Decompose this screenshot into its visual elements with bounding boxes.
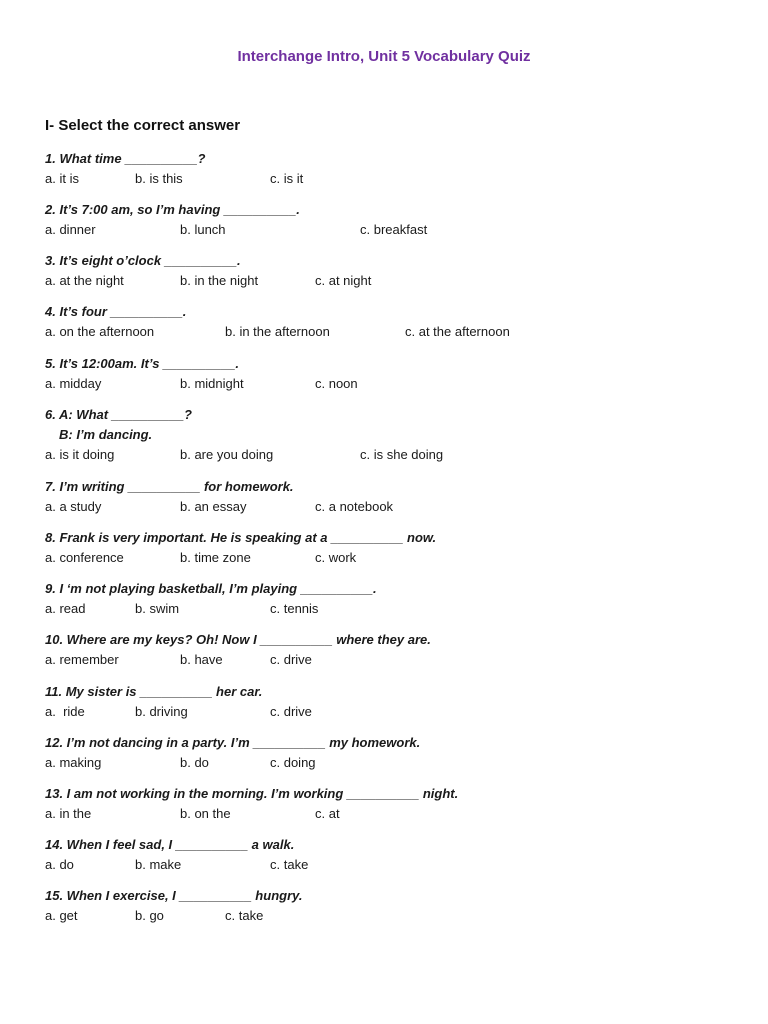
option-a: a. on the afternoon bbox=[45, 324, 155, 339]
option-b: b. time zone bbox=[180, 550, 251, 565]
options-row bbox=[45, 702, 725, 722]
option-a: a. a study bbox=[45, 499, 102, 514]
question-13 bbox=[45, 784, 725, 824]
question-text: 10. Where are my keys? Oh! Now I __________ where they are. bbox=[45, 632, 431, 647]
option-b: b. swim bbox=[135, 601, 180, 616]
options-row bbox=[45, 804, 725, 824]
options-row bbox=[45, 169, 725, 189]
question-text: 11. My sister is __________ her car. bbox=[45, 684, 263, 699]
question-5 bbox=[45, 354, 725, 394]
option-c: c. noon bbox=[315, 376, 358, 391]
option-b: b. midnight bbox=[180, 376, 244, 391]
option-c: c. take bbox=[225, 908, 264, 923]
option-c: c. doing bbox=[270, 755, 316, 770]
question-10 bbox=[45, 630, 725, 670]
option-a: a. remember bbox=[45, 652, 119, 667]
option-c: c. drive bbox=[270, 704, 312, 719]
options-row bbox=[45, 548, 725, 568]
question-text: 1. What time __________? bbox=[45, 151, 206, 166]
option-a: a. in the bbox=[45, 806, 92, 821]
question-text: 4. It’s four __________. bbox=[45, 304, 187, 319]
question-text: 12. I’m not dancing in a party. I’m __________ my homework. bbox=[45, 735, 421, 750]
question-15 bbox=[45, 886, 725, 926]
option-c: c. drive bbox=[270, 652, 312, 667]
option-c: c. take bbox=[270, 857, 309, 872]
option-c: c. a notebook bbox=[315, 499, 394, 514]
option-a: a. read bbox=[45, 601, 86, 616]
option-a: a. ride bbox=[45, 704, 85, 719]
option-b: b. driving bbox=[135, 704, 188, 719]
question-text: 14. When I feel sad, I __________ a walk. bbox=[45, 837, 295, 852]
quiz-title: Interchange Intro, Unit 5 Vocabulary Quiz bbox=[237, 48, 531, 65]
option-a: a. it is bbox=[45, 171, 79, 186]
option-c: c. at night bbox=[315, 273, 372, 288]
options-row bbox=[45, 322, 725, 342]
option-b: b. are you doing bbox=[180, 447, 274, 462]
option-a: a. do bbox=[45, 857, 74, 872]
question-text-line-2: B: I’m dancing. bbox=[59, 427, 153, 442]
options-row bbox=[45, 374, 725, 394]
option-b: b. on the bbox=[180, 806, 231, 821]
question-4 bbox=[45, 302, 725, 342]
option-c: c. tennis bbox=[270, 601, 319, 616]
question-text: 8. Frank is very important. He is speaking at a __________ now. bbox=[45, 530, 437, 545]
question-text: 7. I’m writing __________ for homework. bbox=[45, 479, 294, 494]
question-14 bbox=[45, 835, 725, 875]
question-9 bbox=[45, 579, 725, 619]
option-c: c. breakfast bbox=[360, 222, 428, 237]
option-c: c. at bbox=[315, 806, 340, 821]
options-row bbox=[45, 271, 725, 291]
option-b: b. make bbox=[135, 857, 182, 872]
option-c: c. at the afternoon bbox=[405, 324, 510, 339]
option-b: b. lunch bbox=[180, 222, 226, 237]
option-b: b. in the night bbox=[180, 273, 259, 288]
options-row bbox=[45, 906, 725, 926]
options-row bbox=[45, 650, 725, 670]
question-text: 5. It’s 12:00am. It’s __________. bbox=[45, 356, 239, 371]
options-row bbox=[45, 855, 725, 875]
option-a: a. at the night bbox=[45, 273, 124, 288]
question-text: 3. It’s eight o’clock __________. bbox=[45, 253, 241, 268]
question-8 bbox=[45, 528, 725, 568]
question-1 bbox=[45, 149, 725, 189]
question-6 bbox=[45, 405, 725, 465]
option-b: b. go bbox=[135, 908, 164, 923]
option-a: a. making bbox=[45, 755, 102, 770]
question-text: 2. It’s 7:00 am, so I’m having __________. bbox=[45, 202, 300, 217]
option-a: a. get bbox=[45, 908, 78, 923]
question-text: 13. I am not working in the morning. I’m working __________ night. bbox=[45, 786, 459, 801]
options-row bbox=[45, 753, 725, 773]
options-row bbox=[45, 599, 725, 619]
question-3 bbox=[45, 251, 725, 291]
option-a: a. conference bbox=[45, 550, 124, 565]
option-c: c. work bbox=[315, 550, 357, 565]
option-b: b. have bbox=[180, 652, 223, 667]
question-12 bbox=[45, 733, 725, 773]
option-a: a. is it doing bbox=[45, 447, 115, 462]
option-a: a. midday bbox=[45, 376, 102, 391]
option-c: c. is it bbox=[270, 171, 304, 186]
section-heading: I- Select the correct answer bbox=[45, 117, 241, 134]
options-row bbox=[45, 497, 725, 517]
question-2 bbox=[45, 200, 725, 240]
option-b: b. is this bbox=[135, 171, 183, 186]
question-text: 9. I ‘m not playing basketball, I’m playing __________. bbox=[45, 581, 377, 596]
option-b: b. do bbox=[180, 755, 209, 770]
options-row bbox=[45, 220, 725, 240]
option-a: a. dinner bbox=[45, 222, 96, 237]
question-11 bbox=[45, 682, 725, 722]
option-c: c. is she doing bbox=[360, 447, 444, 462]
option-b: b. an essay bbox=[180, 499, 247, 514]
question-text: 6. A: What __________? bbox=[45, 407, 192, 422]
question-7 bbox=[45, 477, 725, 517]
option-b: b. in the afternoon bbox=[225, 324, 330, 339]
options-row bbox=[45, 445, 725, 465]
question-text: 15. When I exercise, I __________ hungry. bbox=[45, 888, 303, 903]
